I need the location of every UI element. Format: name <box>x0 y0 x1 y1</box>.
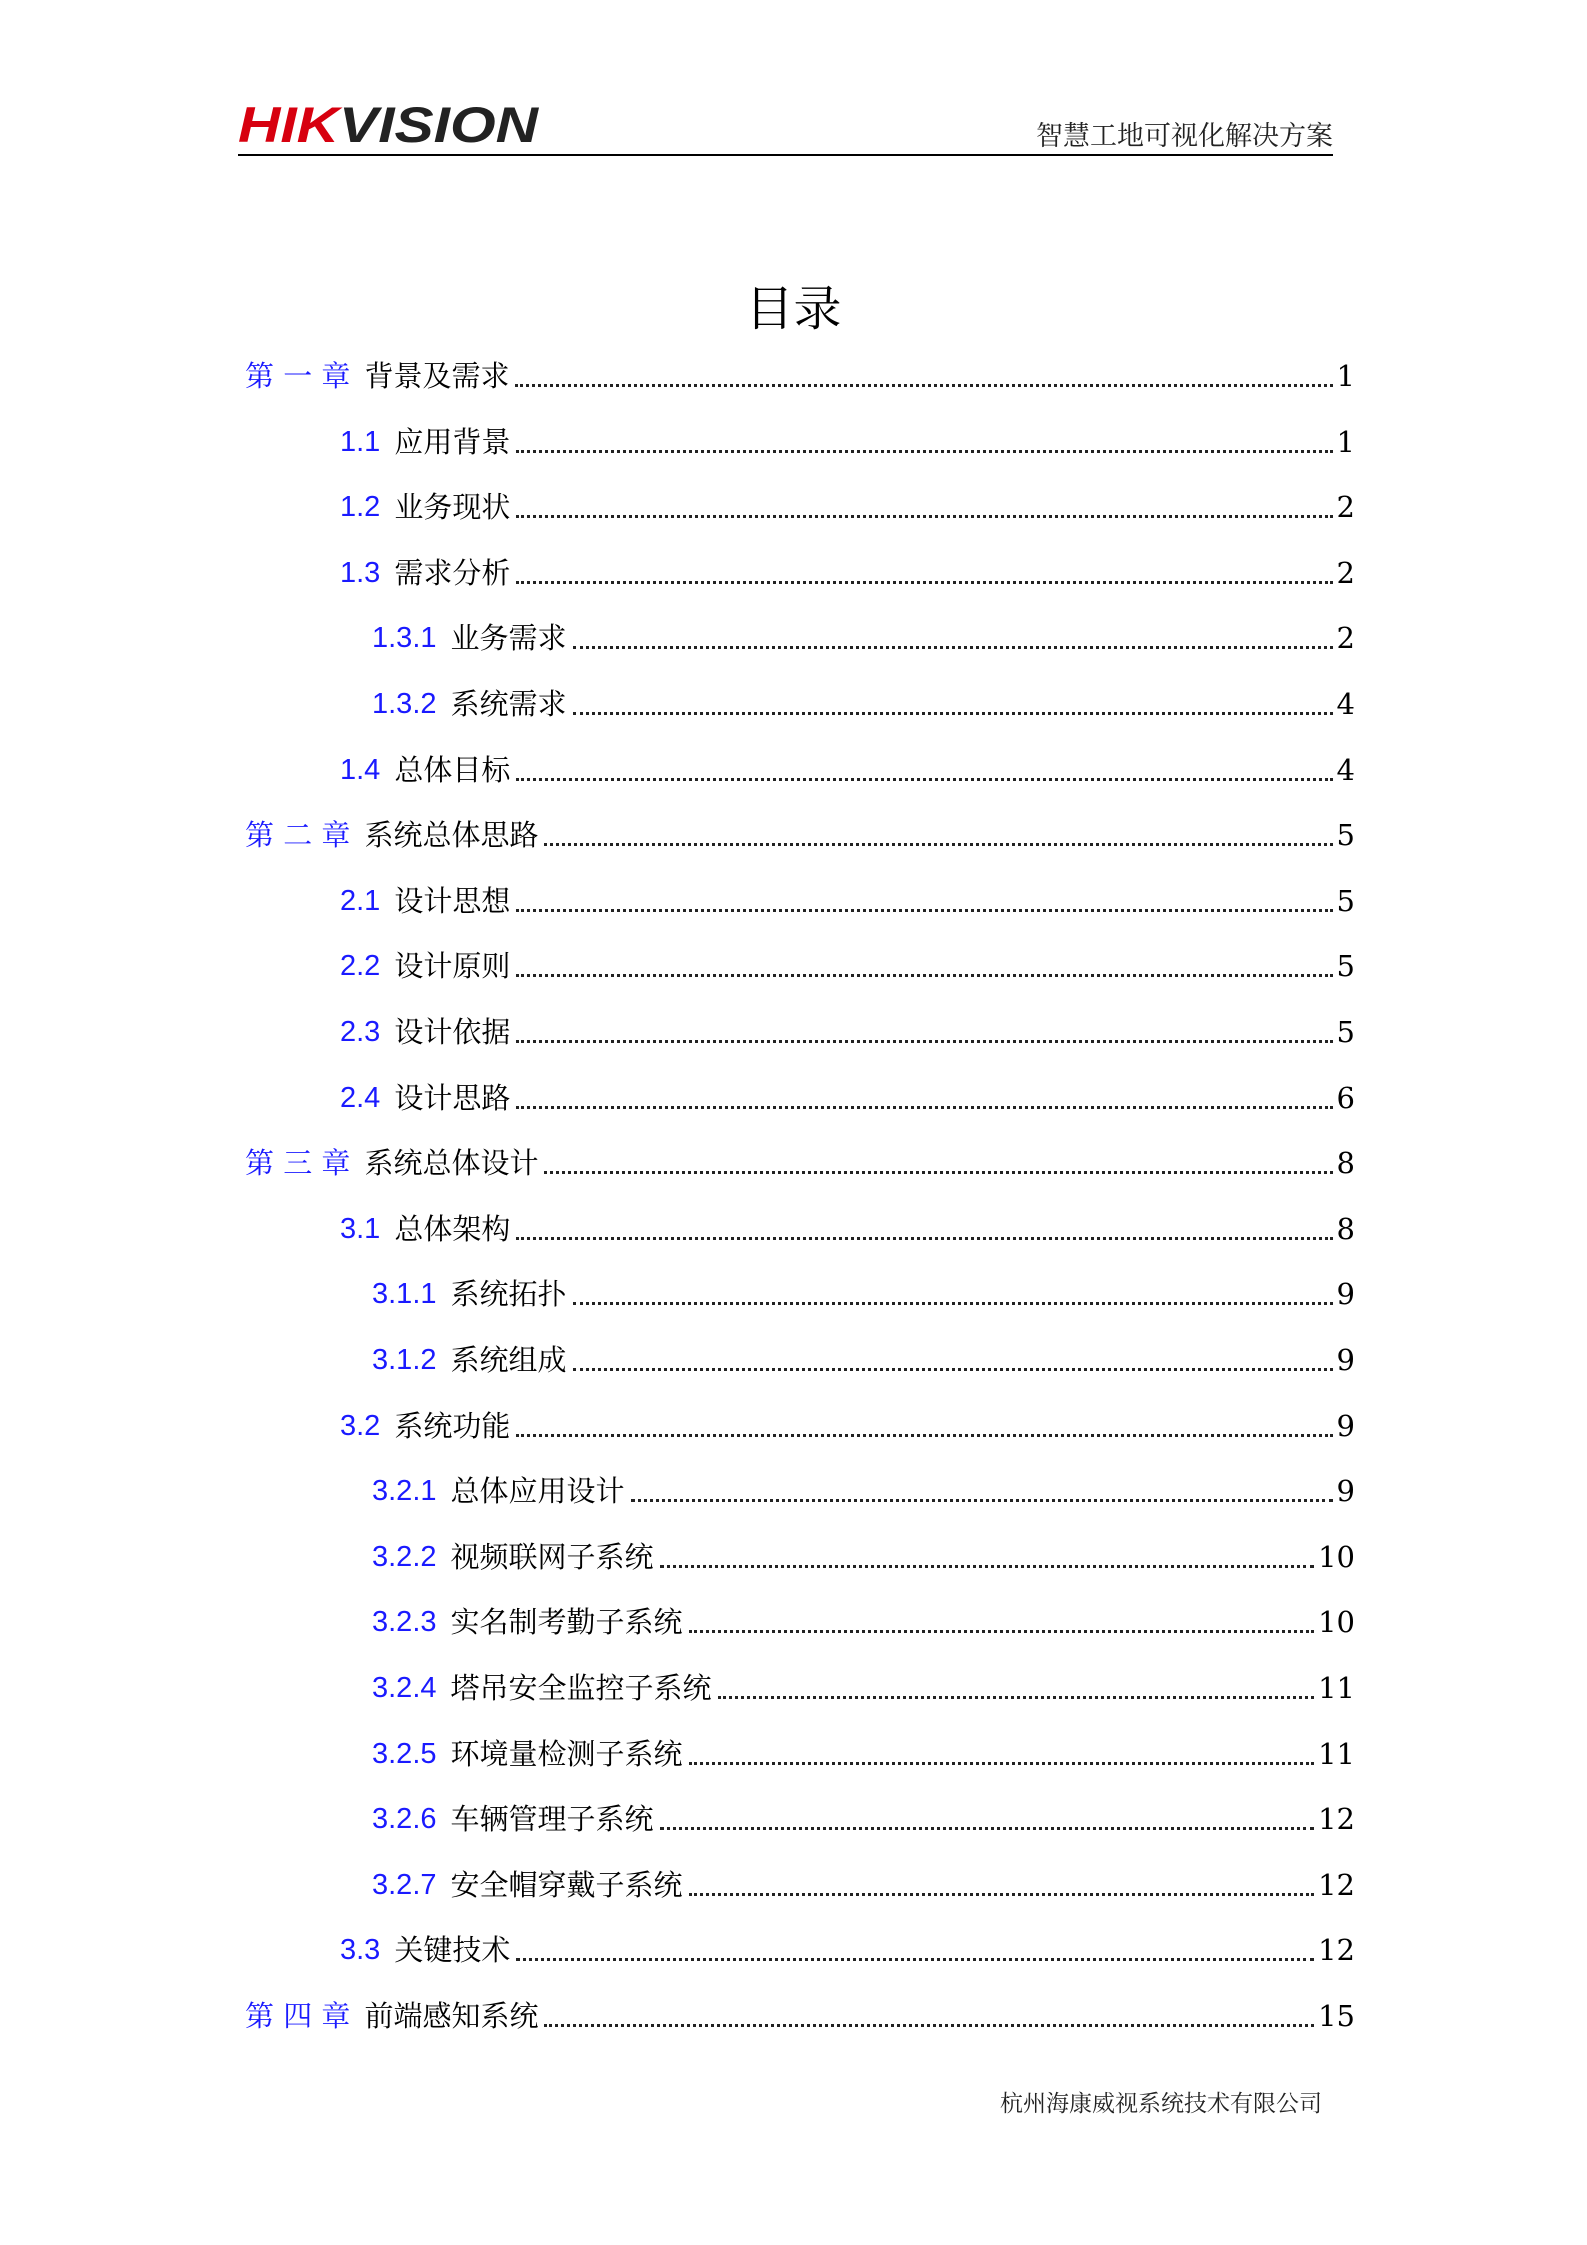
toc-entry-number[interactable]: 3.1 <box>340 1212 381 1245</box>
toc-entry-text[interactable]: 系统需求 <box>450 687 567 721</box>
toc-entry-page-number[interactable]: 9 <box>1336 1474 1355 1509</box>
toc-entry-text[interactable]: 业务现状 <box>394 490 511 525</box>
document-title: 智慧工地可视化解决方案 <box>1036 121 1333 152</box>
toc-dot-leader <box>516 909 1332 912</box>
toc-entry-text[interactable]: 车辆管理子系统 <box>450 1802 654 1837</box>
toc-entry-number[interactable]: 3.2 <box>340 1409 381 1442</box>
toc-entry-number[interactable]: 1.1 <box>340 425 381 458</box>
toc-entry-text[interactable]: 业务需求 <box>450 621 567 656</box>
toc-entry-page-number[interactable]: 10 <box>1318 1605 1355 1640</box>
toc-dot-leader <box>516 581 1332 584</box>
toc-entry-page-number[interactable]: 15 <box>1318 1999 1355 2033</box>
toc-entry-text[interactable]: 实名制考勤子系统 <box>450 1605 683 1640</box>
toc-dot-leader <box>516 1958 1314 1961</box>
toc-entry-text[interactable]: 设计原则 <box>394 949 511 984</box>
toc-entry-number[interactable]: 第 一 章 <box>245 359 351 393</box>
toc-dot-leader <box>516 450 1332 453</box>
toc-entry[interactable] <box>340 1930 1355 1970</box>
toc-entry-text[interactable]: 总体目标 <box>394 752 511 787</box>
toc-dot-leader <box>689 1762 1315 1765</box>
toc-entry-number[interactable]: 3.2.6 <box>372 1803 437 1836</box>
toc-entry[interactable] <box>245 815 1355 855</box>
toc-entry-text[interactable]: 环境量检测子系统 <box>450 1736 683 1771</box>
toc-entry-number[interactable]: 3.3 <box>340 1934 381 1967</box>
toc-dot-leader <box>516 515 1332 518</box>
toc-entry-page-number[interactable]: 9 <box>1336 1277 1355 1312</box>
toc-entry-number[interactable]: 3.2.5 <box>372 1737 437 1770</box>
toc-dot-leader <box>573 1368 1333 1371</box>
toc-entry-number[interactable]: 第 四 章 <box>245 1999 351 2033</box>
toc-entry-page-number[interactable]: 9 <box>1336 1408 1355 1443</box>
toc-entry[interactable] <box>340 1406 1355 1446</box>
toc-dot-leader <box>660 1565 1315 1568</box>
toc-entry-text[interactable]: 视频联网子系统 <box>450 1539 654 1574</box>
toc-entry-number[interactable]: 第 三 章 <box>245 1146 351 1181</box>
toc-entry[interactable] <box>245 1996 1355 2036</box>
toc-dot-leader <box>516 778 1332 781</box>
toc-entry[interactable] <box>372 1602 1355 1642</box>
toc-entry-number[interactable]: 3.1.2 <box>372 1344 437 1376</box>
toc-entry-page-number[interactable]: 5 <box>1336 818 1355 853</box>
toc-entry-text[interactable]: 系统组成 <box>450 1343 567 1377</box>
toc-entry-page-number[interactable]: 8 <box>1336 1146 1355 1181</box>
svg-text:HIKVISION: HIK VISION <box>238 98 509 150</box>
toc-entry-number[interactable]: 3.2.3 <box>372 1606 437 1639</box>
toc-entry[interactable] <box>340 553 1355 593</box>
toc-title: 目录 <box>745 281 842 337</box>
toc-entry-text[interactable]: 背景及需求 <box>364 359 510 393</box>
toc-entry[interactable] <box>372 618 1355 658</box>
toc-entry-text[interactable]: 关键技术 <box>394 1933 511 1968</box>
footer-company: 杭州海康威视系统技术有限公司 <box>1000 2091 1322 2117</box>
toc-entry-text[interactable]: 设计思想 <box>394 883 511 918</box>
toc-entry-page-number[interactable]: 8 <box>1336 1211 1355 1246</box>
toc-entry-text[interactable]: 安全帽穿戴子系统 <box>450 1867 683 1902</box>
toc-entry-page-number[interactable]: 4 <box>1336 687 1355 721</box>
toc-dot-leader <box>516 1106 1332 1109</box>
toc-entry[interactable] <box>245 1143 1355 1183</box>
toc-entry[interactable] <box>372 684 1355 724</box>
toc-dot-leader <box>573 1302 1333 1305</box>
toc-dot-leader <box>516 1237 1332 1240</box>
toc-entry-text[interactable]: 总体应用设计 <box>450 1474 625 1509</box>
toc-entry[interactable] <box>372 1471 1355 1511</box>
toc-entry-page-number[interactable]: 2 <box>1336 555 1355 590</box>
toc-entry[interactable] <box>340 1209 1355 1249</box>
toc-entry[interactable] <box>340 750 1355 790</box>
toc-entry-number[interactable]: 2.3 <box>340 1016 381 1048</box>
toc-dot-leader <box>516 1434 1332 1437</box>
toc-dot-leader <box>573 646 1333 649</box>
toc-entry-number[interactable]: 3.2.7 <box>372 1868 437 1901</box>
toc-entry-number[interactable]: 2.1 <box>340 884 381 917</box>
toc-entry-text[interactable]: 设计思路 <box>394 1080 511 1115</box>
toc-entry-page-number[interactable]: 1 <box>1336 424 1355 459</box>
toc-entry-number[interactable]: 3.2.2 <box>372 1540 437 1573</box>
toc-entry[interactable] <box>372 1865 1355 1905</box>
toc-entry[interactable] <box>340 946 1355 986</box>
toc-entry-page-number[interactable]: 5 <box>1336 883 1355 918</box>
toc-entry[interactable] <box>340 487 1355 527</box>
toc-entry-number[interactable]: 1.2 <box>340 491 381 524</box>
page-header <box>238 98 1333 156</box>
toc-entry-page-number[interactable]: 12 <box>1318 1933 1355 1968</box>
toc-entry[interactable] <box>372 1799 1355 1839</box>
toc-entry[interactable] <box>340 881 1355 921</box>
toc-entry-text[interactable]: 需求分析 <box>394 555 511 590</box>
toc-dot-leader <box>660 1827 1315 1830</box>
toc-entry-number[interactable]: 3.2.1 <box>372 1475 437 1508</box>
toc-entry[interactable] <box>372 1537 1355 1577</box>
toc-entry-page-number[interactable]: 5 <box>1336 949 1355 984</box>
toc-entry-page-number[interactable]: 4 <box>1336 752 1355 787</box>
toc-entry-page-number[interactable]: 11 <box>1318 1671 1355 1705</box>
toc-entry-text[interactable]: 系统总体思路 <box>364 818 539 853</box>
toc-entry[interactable] <box>372 1668 1355 1708</box>
toc-entry[interactable] <box>340 1012 1355 1052</box>
toc-entry-number[interactable]: 1.4 <box>340 753 381 786</box>
toc-dot-leader <box>718 1696 1315 1699</box>
toc-dot-leader <box>544 2024 1314 2027</box>
toc-entry-text[interactable]: 系统总体设计 <box>364 1146 539 1181</box>
toc-entry-number[interactable]: 1.3.1 <box>372 622 437 655</box>
toc-entry-page-number[interactable]: 11 <box>1318 1736 1355 1771</box>
toc-entry-number[interactable]: 第 二 章 <box>245 818 351 853</box>
toc-entry[interactable] <box>340 422 1355 462</box>
toc-entry-text[interactable]: 前端感知系统 <box>364 1999 539 2033</box>
toc-entry-page-number[interactable]: 1 <box>1336 359 1355 393</box>
toc-dot-leader <box>689 1630 1315 1633</box>
toc-entry-page-number[interactable]: 2 <box>1336 490 1355 525</box>
toc-dot-leader <box>631 1499 1333 1502</box>
toc-entry[interactable] <box>372 1734 1355 1774</box>
toc-entry-number[interactable]: 2.4 <box>340 1081 381 1114</box>
toc-entry[interactable] <box>245 356 1355 396</box>
toc-entry-number[interactable]: 3.2.4 <box>372 1672 437 1704</box>
toc-entry-text[interactable]: 塔吊安全监控子系统 <box>450 1671 712 1705</box>
toc-entry-number[interactable]: 1.3.2 <box>372 688 437 720</box>
toc-entry[interactable] <box>340 1078 1355 1118</box>
toc-entry-text[interactable]: 应用背景 <box>394 424 511 459</box>
toc-dot-leader <box>515 384 1332 387</box>
toc-entry-number[interactable]: 2.2 <box>340 950 381 983</box>
toc-entry-text[interactable]: 设计依据 <box>394 1015 511 1049</box>
toc-entry-page-number[interactable]: 5 <box>1336 1015 1355 1049</box>
toc-entry-page-number[interactable]: 10 <box>1318 1539 1355 1574</box>
toc-dot-leader <box>689 1893 1315 1896</box>
toc-entry-page-number[interactable]: 12 <box>1318 1802 1355 1837</box>
hikvision-logo <box>238 98 558 150</box>
toc-entry-text[interactable]: 总体架构 <box>394 1211 511 1246</box>
toc-dot-leader <box>516 1040 1332 1043</box>
toc-dot-leader <box>573 712 1333 715</box>
toc-dot-leader <box>516 974 1332 977</box>
toc-entry-number[interactable]: 3.1.1 <box>372 1278 437 1311</box>
toc-dot-leader <box>544 843 1332 846</box>
toc-dot-leader <box>544 1171 1332 1174</box>
toc-entry[interactable] <box>372 1274 1355 1314</box>
toc-entry-page-number[interactable]: 12 <box>1318 1867 1355 1902</box>
toc-entry-text[interactable]: 系统功能 <box>394 1408 511 1443</box>
toc-entry-page-number[interactable]: 9 <box>1336 1343 1355 1377</box>
toc-entry[interactable] <box>372 1340 1355 1380</box>
toc-entry-text[interactable]: 系统拓扑 <box>450 1277 567 1312</box>
toc-entry-page-number[interactable]: 6 <box>1336 1080 1355 1115</box>
toc-entry-number[interactable]: 1.3 <box>340 556 381 589</box>
toc-entry-page-number[interactable]: 2 <box>1336 621 1355 656</box>
